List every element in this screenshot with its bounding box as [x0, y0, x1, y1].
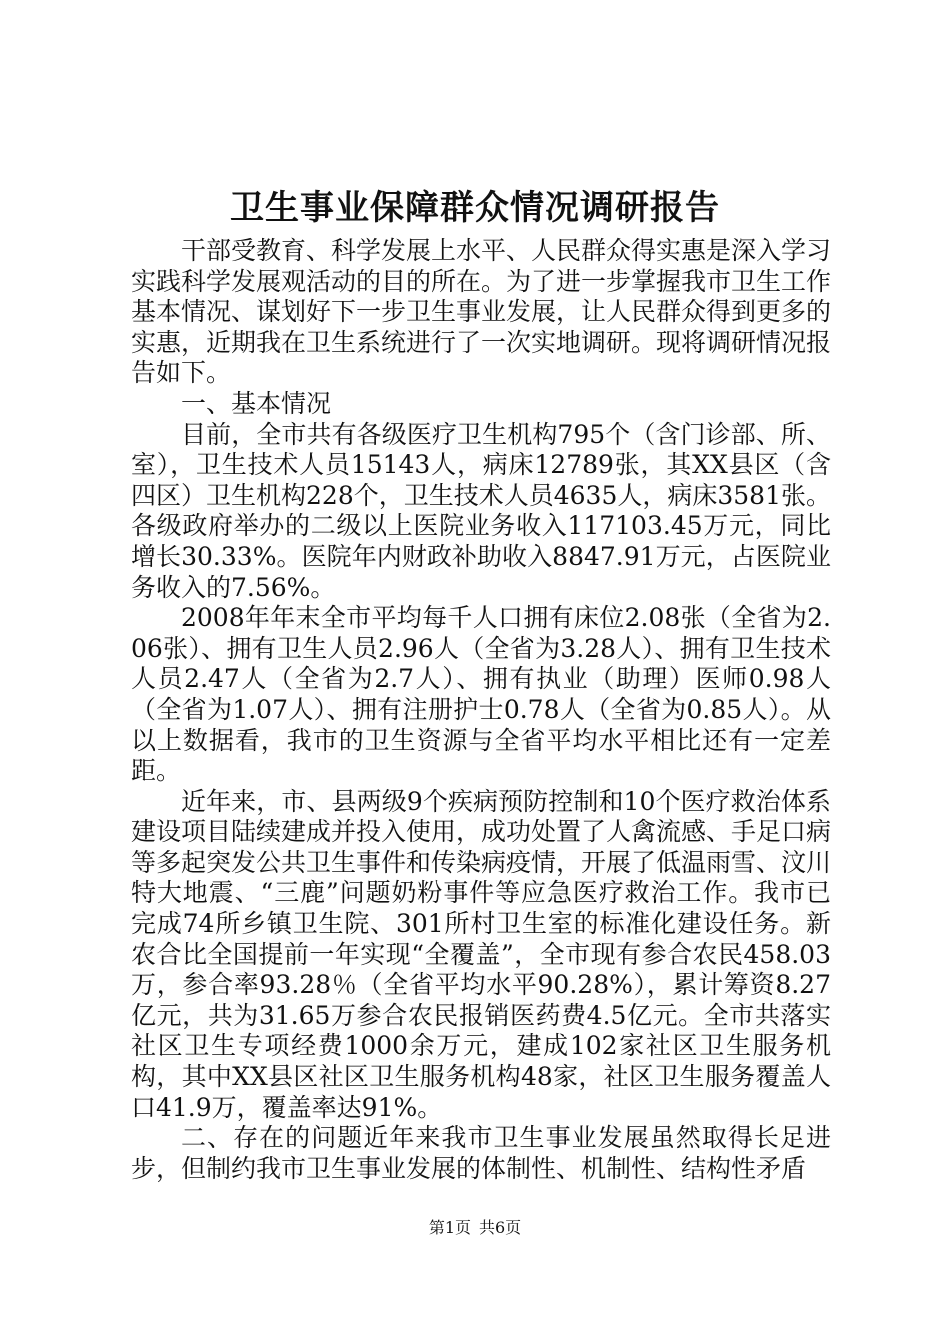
- section-heading-basic: 一、基本情况: [181, 388, 332, 418]
- page-total: 共6页: [479, 1218, 522, 1237]
- page-footer: [0, 1218, 950, 1238]
- paragraph-institutions: 目前，全市共有各级医疗卫生机构795个（含门诊部、所、室），卫生技术人员15143人，病床12789张，其XX县区（含四区）卫生机构228个，卫生技术人员4635人，病床3581张。各级政府举办的二级以上医院业务收入117103.45万元，同比增长30.33%。医院年内财政补助收入8847.91万元，占医院业务收入的7.56%。: [131, 419, 831, 602]
- document-title: 卫生事业保障群众情况调研报告: [230, 188, 720, 228]
- paragraph-intro: 干部受教育、科学发展上水平、人民群众得实惠是深入学习实践科学发展观活动的目的所在。为了进一步掌握我市卫生工作基本情况、谋划好下一步卫生事业发展，让人民群众得到更多的实惠，近期我在卫生系统进行了一次实地调研。现将调研情况报告如下。: [131, 236, 832, 388]
- page-number: 第1页: [428, 1218, 471, 1237]
- paragraph-problems: 二、存在的问题近年来我市卫生事业发展虽然取得长足进步，但制约我市卫生事业发展的体制性、机制性、结构性矛盾: [131, 1123, 831, 1183]
- document-body: [131, 236, 831, 1184]
- paragraph-per-capita: 2008年年末全市平均每千人口拥有床位2.08张（全省为2.06张）、拥有卫生人员2.96人（全省为3.28人）、拥有卫生技术人员2.47人（全省为2.7人）、拥有执业（助理）医师0.98人（全省为1.07人）、拥有注册护士0.78人（全省为0.85人）。从以上数据看，我市的卫生资源与全省平均水平相比还有一定差距。: [131, 603, 831, 786]
- paragraph-achievements: 近年来，市、县两级9个疾病预防控制和10个医疗救治体系建设项目陆续建成并投入使用，成功处置了人禽流感、手足口病等多起突发公共卫生事件和传染病疫情，开展了低温雨雪、汶川特大地震、“三鹿”问题奶粉事件等应急医疗救治工作。我市已完成74所乡镇卫生院、301所村卫生室的标准化建设任务。新农合比全国提前一年实现“全覆盖”，全市现有参合农民458.03万，参合率93.28％（全省平均水平90.28%），累计筹资8.27亿元，共为31.65万参合农民报销医药费4.5亿元。全市共落实社区卫生专项经费1000余万元，建成102家社区卫生服务机构，其中XX县区社区卫生服务机构48家，社区卫生服务覆盖人口41.9万，覆盖率达91%。: [131, 786, 832, 1122]
